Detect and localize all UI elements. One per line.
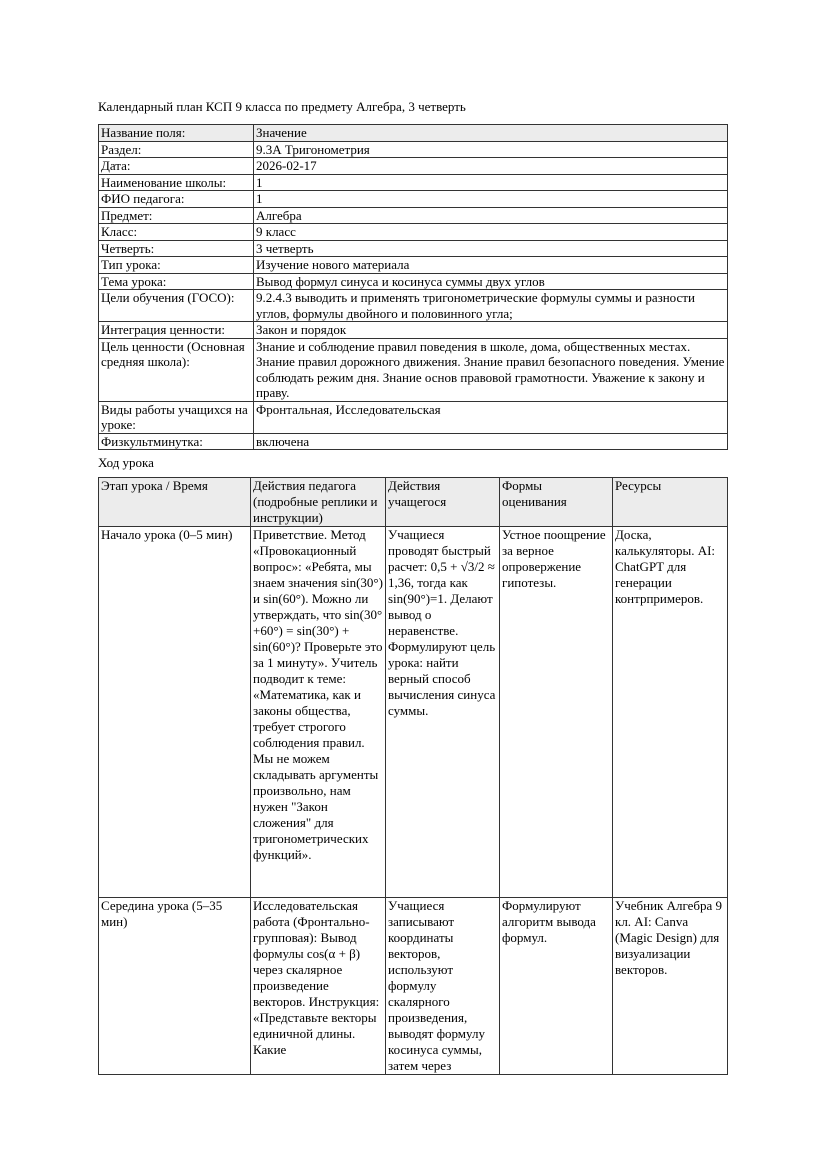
info-row-label: Четверть:	[99, 240, 254, 257]
table-row	[99, 257, 728, 274]
info-row-label: Интеграция ценности:	[99, 322, 254, 339]
info-row-label: Цель ценности (Основная средняя школа):	[99, 338, 254, 401]
resources-cell: Учебник Алгебра 9 кл. AI: Canva (Magic Design) для визуализации векторов.	[615, 898, 723, 977]
teacher-actions-cell: Приветствие. Метод «Провокационный вопрос»: «Ребята, мы знаем значения sin(30°) и sin(60°). Можно ли утверждать, что sin(30°+60°) = sin(30°) + sin(60°)? Проверьте это за 1 минуту». Учитель подводит к теме: «Математика, как и законы общества, требует строгого соблюдения правил. Мы не можем складывать аргументы произвольно, нам нужен "Закон сложения" для тригонометрических функций».	[253, 527, 383, 862]
table-row	[99, 141, 728, 158]
info-table-header-row	[99, 125, 728, 142]
info-header-label: Название поля:	[99, 125, 254, 142]
info-row-value: 2026-02-17	[254, 158, 728, 175]
assessment-cell: Формулируют алгоритм вывода формул.	[502, 898, 596, 945]
info-row-label: Предмет:	[99, 207, 254, 224]
info-row-value: 9 класс	[254, 224, 728, 241]
info-row-value: 9.3А Тригонометрия	[254, 141, 728, 158]
table-row-lesson-middle	[99, 898, 728, 1075]
table-row	[99, 240, 728, 257]
column-header-student-actions: Действия учащегося	[386, 478, 500, 527]
table-row	[99, 322, 728, 339]
table-row	[99, 433, 728, 450]
lesson-table-header-row	[99, 478, 728, 527]
info-row-label: Цели обучения (ГОСО):	[99, 290, 254, 322]
info-row-label: Тема урока:	[99, 273, 254, 290]
student-actions-cell: Учащиеся проводят быстрый расчет: 0,5 + √3/2 ≈ 1,36, тогда как sin(90°)=1. Делают вывод о неравенстве. Формулируют цель урока: найти верный способ вычисления синуса суммы.	[388, 527, 496, 718]
resources-cell: Доска, калькуляторы. AI: ChatGPT для генерации контрпримеров.	[615, 527, 716, 606]
column-header-stage: Этап урока / Время	[99, 478, 251, 527]
info-row-value: 1	[254, 191, 728, 208]
lesson-info-table	[98, 124, 728, 450]
table-row-lesson-start	[99, 527, 728, 898]
info-row-label: Дата:	[99, 158, 254, 175]
table-row	[99, 401, 728, 433]
info-header-value: Значение	[254, 125, 728, 142]
info-row-value: Знание и соблюдение правил поведения в школе, дома, общественных местах. Знание правил дорожного движения. Знание правил безопасного поведения. Умение соблюдать режим дня. Знание основ правовой грамотности. Уважение к закону и праву.	[254, 338, 728, 401]
table-row	[99, 273, 728, 290]
column-header-resources: Ресурсы	[613, 478, 728, 527]
info-row-label: Раздел:	[99, 141, 254, 158]
info-row-value: 3 четверть	[254, 240, 728, 257]
stage-cell: Начало урока (0–5 мин)	[101, 527, 233, 542]
table-row	[99, 290, 728, 322]
info-row-value: 9.2.4.3 выводить и применять тригонометрические формулы суммы и разности углов, формулы двойного и половинного угла;	[254, 290, 728, 322]
table-row	[99, 158, 728, 175]
assessment-cell: Устное поощрение за верное опровержение гипотезы.	[502, 527, 606, 590]
info-row-label: Наименование школы:	[99, 174, 254, 191]
stage-cell: Середина урока (5–35 мин)	[101, 898, 223, 929]
info-row-label: Виды работы учащихся на уроке:	[99, 401, 254, 433]
teacher-actions-cell: Исследовательская работа (Фронтально-групповая): Вывод формулы cos(α + β) через скалярное произведение векторов. Инструкция: «Представьте векторы единичной длины. Какие	[253, 898, 380, 1057]
info-row-value: Фронтальная, Исследовательская	[254, 401, 728, 433]
info-row-label: Тип урока:	[99, 257, 254, 274]
table-row	[99, 207, 728, 224]
column-header-teacher-actions: Действия педагога (подробные реплики и инструкции)	[251, 478, 386, 527]
table-row	[99, 191, 728, 208]
lesson-flow-table	[98, 477, 728, 1075]
info-row-value: 1	[254, 174, 728, 191]
info-row-value: Вывод формул синуса и косинуса суммы двух углов	[254, 273, 728, 290]
table-row	[99, 338, 728, 401]
info-row-value: Алгебра	[254, 207, 728, 224]
info-row-label: Физкультминутка:	[99, 433, 254, 450]
info-row-label: Класс:	[99, 224, 254, 241]
info-row-value: включена	[254, 433, 728, 450]
column-header-assessment: Формы оценивания	[500, 478, 613, 527]
document-title: Календарный план КСП 9 класса по предмету Алгебра, 3 четверть	[98, 99, 466, 114]
document-content	[98, 99, 727, 1075]
info-row-label: ФИО педагога:	[99, 191, 254, 208]
section-title-lesson-flow: Ход урока	[98, 455, 154, 470]
info-row-value: Закон и порядок	[254, 322, 728, 339]
info-row-value: Изучение нового материала	[254, 257, 728, 274]
student-actions-cell: Учащиеся записывают координаты векторов, используют формулу скалярного произведения, выводят формулу косинуса суммы, затем через	[388, 898, 485, 1073]
table-row	[99, 224, 728, 241]
table-row	[99, 174, 728, 191]
